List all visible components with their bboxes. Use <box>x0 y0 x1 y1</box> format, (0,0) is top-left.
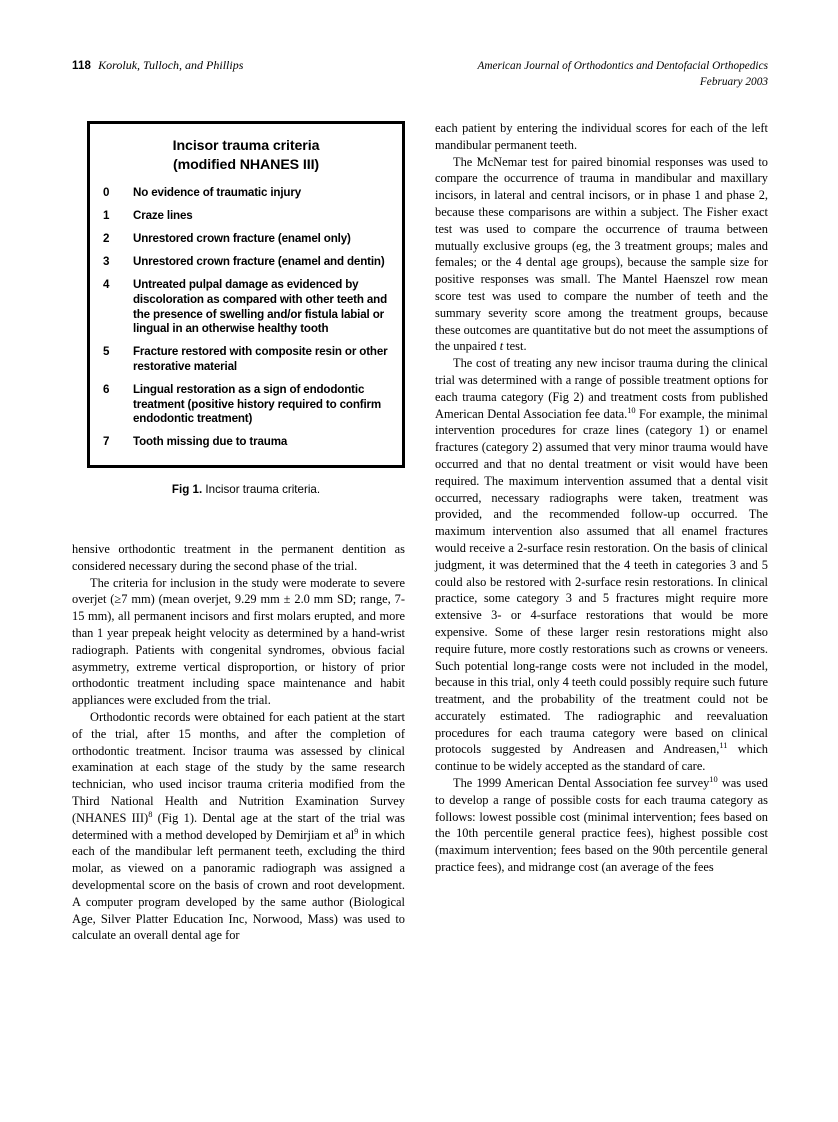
reference-marker: 11 <box>719 741 728 751</box>
paragraph-text: which continue to be widely accepted as the standard of care. <box>435 742 768 774</box>
figure-1-caption <box>87 482 405 497</box>
criteria-code: 1 <box>103 209 110 223</box>
paragraph-text: For example, the minimal intervention procedures for craze lines (category 1) or enamel fractures (category 2) assumed that very minor trauma would have occurred and that no dental treatment or visit would have been required. The maximum intervention assumed that a dental visit occurred, necessary radiographs were taken, treatment was provided, and the recommended follow-up occurred. The maximum intervention also assumed that all enamel fractures would receive a 2-surface resin restoration. On the basis of clinical judgment, it was determined that the 4 teeth in categories 3 and 5 could also be restored with 2-surface resin restorations. In clinical practice, some category 3 and 5 fractures might require more extensive 3- or 4-surface restorations that would be more expensive. Some of these larger resin restorations might also require future, more costly restorations such as crowns or veneers. Such potential long-range costs were not included in the model, because in this trial, only 4 teeth could possibly require such future treatment, and the probability of the treatment could not be accurately estimated. The radiographic and reevaluation procedures for each trauma category were based on clinical protocols suggested by Andreasen and Andreasen, <box>435 406 768 757</box>
paragraph <box>72 709 405 944</box>
journal-title: American Journal of Orthodontics and Dentofacial Orthopedics <box>477 60 768 72</box>
figure-1-title-line-1: Incisor trauma criteria <box>172 138 320 154</box>
paragraph-text: (Fig 1). Dental age at the start of the trial was determined with a method developed by Demirjiam et al <box>72 810 406 842</box>
criteria-item <box>103 383 389 427</box>
running-head-authors: Koroluk, Tulloch, and Phillips <box>98 58 244 72</box>
criteria-label: Unrestored crown fracture (enamel and dentin) <box>133 255 385 269</box>
criteria-label: Craze lines <box>133 209 193 223</box>
reference-marker: 10 <box>627 405 636 415</box>
figure-1-box <box>87 121 405 468</box>
criteria-code: 3 <box>103 255 110 269</box>
paragraph: hensive orthodontic treatment in the permanent dentition as considered necessary during the second phase of the trial. <box>72 542 405 573</box>
criteria-label: Tooth missing due to trauma <box>133 435 288 449</box>
paragraph: The criteria for inclusion in the study were moderate to severe overjet (≥7 mm) (mean overjet, 9.29 mm ± 2.0 mm SD; range, 7-15 mm), all permanent incisors and first molars erupted, and more than 1 year prepeak height velocity as determined by a hand-wrist radiograph. Patients with congenital syndromes, obvious facial asymmetry, extreme vertical disproportion, or history of prior orthodontic treatment including space maintenance and habit appliances were excluded from the trial. <box>72 575 405 708</box>
criteria-code: 4 <box>103 278 110 292</box>
figure-1-title <box>103 137 389 174</box>
paragraph <box>435 355 768 775</box>
figure-1 <box>87 121 405 497</box>
criteria-code: 7 <box>103 435 110 449</box>
criteria-code: 0 <box>103 186 110 199</box>
criteria-item <box>103 232 389 247</box>
criteria-code: 5 <box>103 345 110 359</box>
issue-date: February 2003 <box>699 76 768 88</box>
criteria-label: No evidence of traumatic injury <box>133 186 302 199</box>
criteria-item <box>103 278 389 336</box>
criteria-code: 2 <box>103 232 110 246</box>
paragraph-text: The McNemar test for paired binomial responses was used to compare the occurrence of trauma in mandibular and maxillary incisors, in lateral and central incisors, or in phase 1 and phase 2, because these comparisons are within a subject. The Fisher exact test was used to compare the occurrence of trauma between mutually exclusive groups (eg, the 3 treatment groups; males and females; or the 4 dental age groups), because the sample size for positive responses was small. The Mantel Haenszel row mean score test was used to compare the number of teeth and the summary severity score among the treatment groups, because these outcomes are quantitative but do not meet the assumptions of the unpaired <box>435 154 768 354</box>
paragraph-text: The cost of treating any new incisor trauma during the clinical trial was determined with a range of possible treatment options for each trauma category (Fig 2) and treatment costs from published American Dental Association fee data. <box>435 356 768 421</box>
paragraph-text: test. <box>503 339 527 354</box>
page-number: 118 <box>72 60 92 72</box>
criteria-item <box>103 209 389 224</box>
paragraph-text: The 1999 American Dental Association fee survey <box>453 776 710 791</box>
running-head-right <box>477 58 768 90</box>
criteria-item <box>103 186 389 201</box>
criteria-label: Lingual restoration as a sign of endodontic treatment (positive history required to confirm endodontic treatment) <box>133 382 382 426</box>
criteria-label: Fracture restored with composite resin or other restorative material <box>133 345 388 373</box>
statistic-symbol: t <box>499 339 504 354</box>
figure-1-title-line-2: (modified NHANES III) <box>172 156 320 173</box>
running-head-left <box>72 58 243 74</box>
reference-marker: 9 <box>354 826 359 836</box>
criteria-item <box>103 255 389 270</box>
criteria-item <box>103 435 389 450</box>
paragraph-text: in which each of the mandibular left permanent teeth, excluding the third molar, as viewed on a panoramic radiograph was assigned a developmental score on the basis of crown and root development. A computer program developed by the same author (Biological Age, Silver Platter Education Inc, Norwood, Mass) was used to calculate an overall dental age for <box>72 827 405 943</box>
reference-marker: 8 <box>148 809 153 819</box>
criteria-label: Unrestored crown fracture (enamel only) <box>133 232 351 246</box>
criteria-code: 6 <box>103 382 110 396</box>
figure-1-caption-text: Incisor trauma criteria. <box>205 482 321 496</box>
paragraph <box>435 154 768 356</box>
paragraph: each patient by entering the individual scores for each of the left mandibular permanent teeth. <box>435 121 768 152</box>
criteria-label: Untreated pulpal damage as evidenced by discoloration as compared with other teeth and the presence of swelling and/or fistula labial or lingual in an otherwise healthy tooth <box>133 278 387 336</box>
reference-marker: 10 <box>709 774 718 784</box>
body-column-right <box>435 120 768 876</box>
criteria-item <box>103 345 389 374</box>
running-head <box>72 58 768 90</box>
figure-1-caption-label: Fig 1. <box>171 482 203 496</box>
paragraph-text: Orthodontic records were obtained for each patient at the start of the trial, after 15 months, and after the completion of orthodontic treatment. Incisor trauma was assessed by clinical examination at each stage of the study by the same research technician, who used incisor trauma criteria modified from the Third National Health and Nutrition Examination Survey (NHANES III) <box>72 709 405 825</box>
paragraph-text: was used to develop a range of possible costs for each trauma category as follows: lowest possible cost (minimal intervention; fees based on the 10th percentile general practice fees), highest possible cost (maximum intervention; fees based on the 90th percentile general practice fees), and midrange cost (an average of the fees <box>435 776 768 875</box>
paragraph <box>435 775 768 876</box>
body-column-left <box>72 541 405 944</box>
criteria-list <box>103 186 389 450</box>
